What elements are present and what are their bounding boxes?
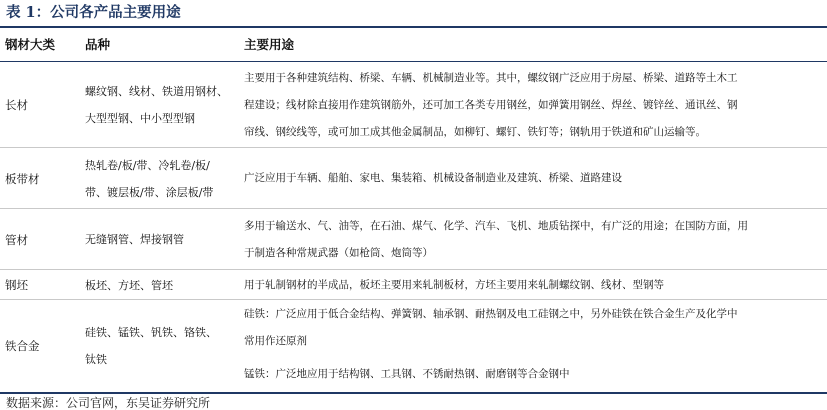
- row-category: 长材: [5, 98, 28, 112]
- usage-line: 于制造各种常规武器（如枪筒、炮筒等）: [244, 246, 433, 259]
- usage-line: 广泛应用于车辆、船舶、家电、集装箱、机械设备制造业及建筑、桥梁、道路建设: [244, 172, 622, 184]
- row-usage: [244, 300, 823, 392]
- usage-line: 常用作还原剂: [244, 335, 307, 347]
- variety-line: 螺纹钢、线材、铁道用钢材、: [85, 85, 228, 98]
- row-category: 板带材: [5, 171, 40, 186]
- variety-line: 带、镀层板/带、涂层板/带: [85, 185, 214, 199]
- table-row: [0, 209, 827, 270]
- variety-line: 硅铁、锰铁、钒铁、铬铁、: [85, 326, 217, 339]
- variety-line: 无缝钢管、焊接钢管: [85, 233, 184, 246]
- usage-line: 硅铁：广泛应用于低合金结构、弹簧钢、轴承钢、耐热钢及电工硅钢之中，另外硅铁在铁合金生产及化学中: [244, 308, 738, 320]
- usage-line: 主要用于各种建筑结构、桥梁、车辆、机械制造业等。其中，螺纹钢广泛应用于房屋、桥梁、道路等土木工: [244, 71, 738, 84]
- variety-line: 板坯、方坯、管坯: [85, 278, 173, 292]
- table-row: [0, 300, 827, 392]
- table-bottom-rule: [0, 392, 827, 394]
- row-category: 管材: [5, 232, 28, 247]
- usage-line: 锰铁：广泛地应用于结构钢、工具钢、不锈耐热钢、耐磨钢等合金钢中: [244, 368, 570, 380]
- row-variety: [85, 209, 184, 270]
- table-row: [0, 270, 827, 300]
- table-title: 表 1：公司各产品主要用途: [6, 4, 181, 21]
- usage-line: 多用于输送水、气、油等，在石油、煤气、化学、汽车、飞机、地质钻探中，有广泛的用途；在国防方面，用: [244, 219, 748, 232]
- header-usage: 主要用途: [244, 37, 295, 52]
- row-variety: [85, 300, 217, 392]
- usage-line: 用于轧制钢材的半成品，板坯主要用来轧制板材，方坯主要用来轧制螺纹钢、线材、型钢等: [244, 278, 664, 291]
- table-row: [0, 148, 827, 209]
- row-usage: [244, 209, 823, 270]
- variety-line: 大型型钢、中小型型钢: [85, 112, 195, 125]
- header-variety: 品种: [85, 37, 111, 52]
- variety-line: 热轧卷/板/带、冷轧卷/板/: [85, 158, 210, 172]
- row-category: 铁合金: [5, 339, 40, 353]
- data-source-note: 数据来源：公司官网，东吴证券研究所: [6, 396, 211, 410]
- table-top-rule: [0, 26, 827, 28]
- row-usage: [244, 270, 823, 300]
- usage-line: 程建设；线材除直接用作建筑钢筋外，还可加工各类专用钢丝，如弹簧用钢丝、焊丝、镀锌丝、通讯丝、钢: [244, 98, 738, 111]
- row-category: 钢坯: [5, 278, 28, 292]
- usage-line: 帘线、钢绞线等，或可加工成其他金属制品，如柳钉、螺钉、铁钉等；钢轨用于铁道和矿山运输等。: [244, 125, 706, 138]
- row-usage: [244, 62, 823, 148]
- row-usage: [244, 148, 823, 209]
- table-row: [0, 62, 827, 148]
- variety-line: 钛铁: [85, 353, 107, 366]
- row-variety: [85, 62, 228, 148]
- row-variety: [85, 270, 173, 300]
- row-variety: [85, 148, 213, 209]
- header-category: 钢材大类: [5, 37, 56, 52]
